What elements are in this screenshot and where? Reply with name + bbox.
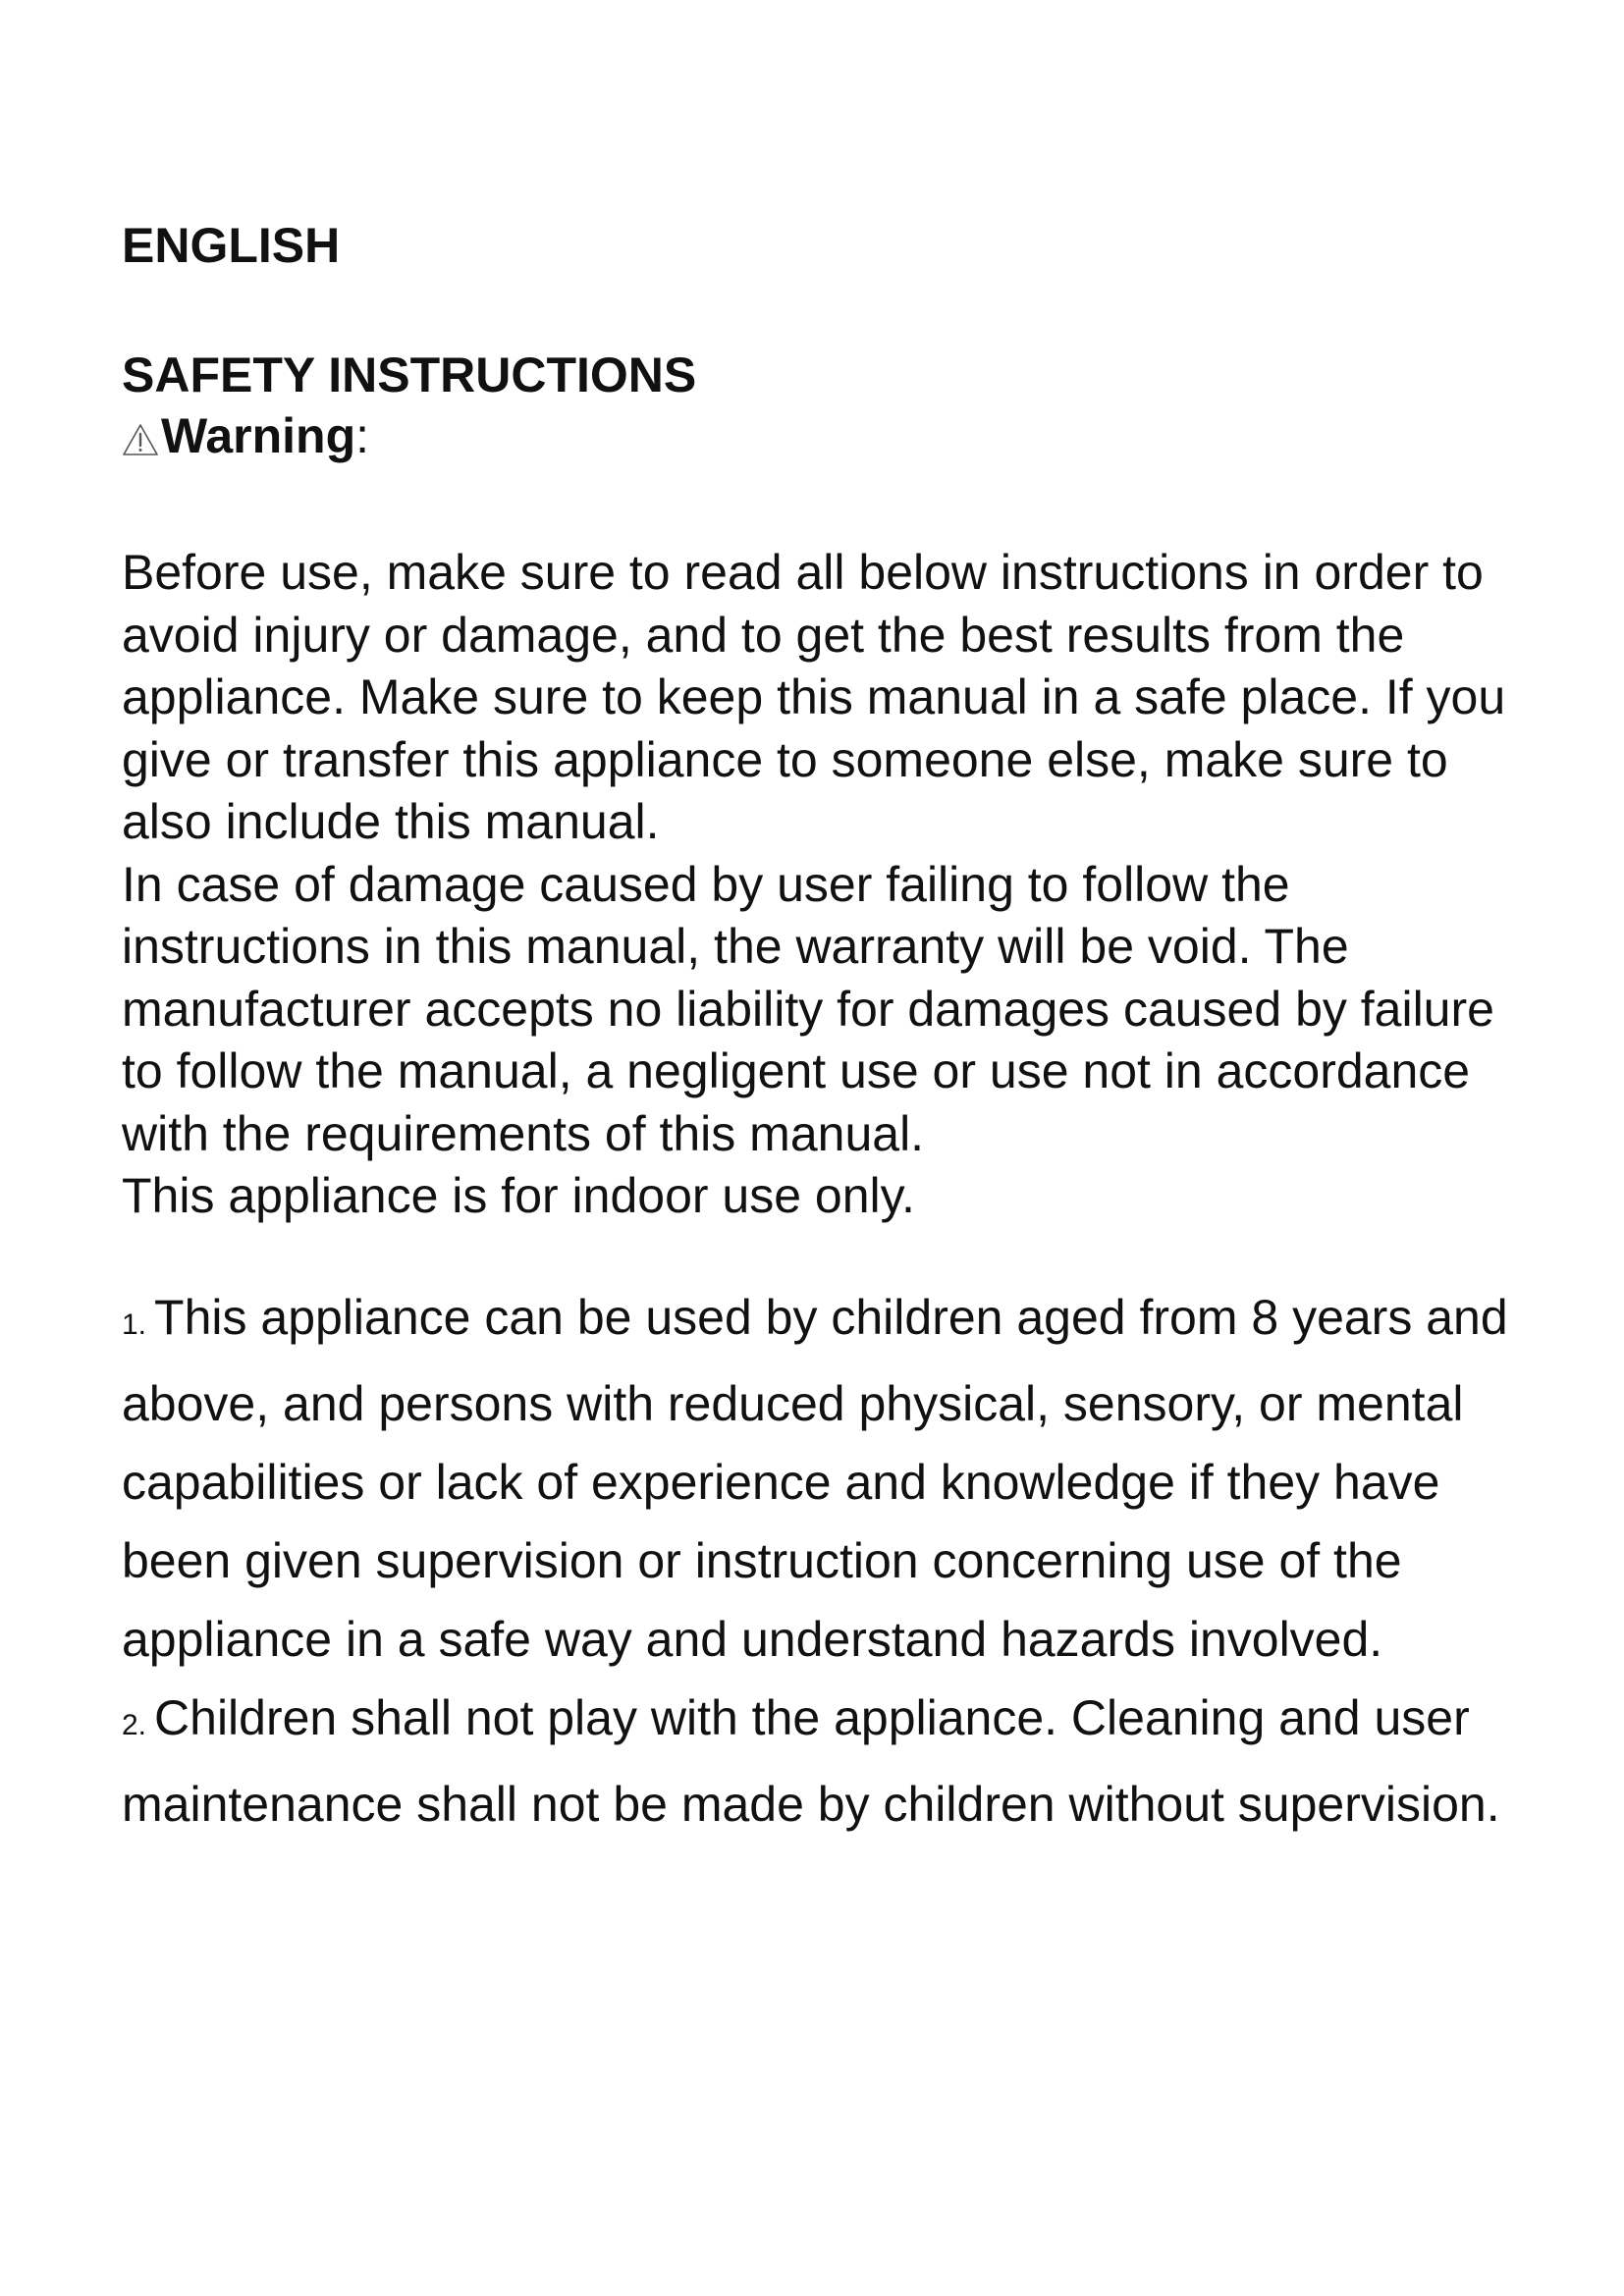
- item-text: Children shall not play with the appliance. Cleaning and user maintenance shall not be made by children without supervision.: [122, 1690, 1500, 1832]
- warning-triangle-icon: [122, 412, 159, 446]
- item-text: This appliance can be used by children aged from 8 years and above, and persons with reduced physical, sensory, or mental capabilities or lack of experience and knowledge if they have been given supervision or instruction concerning use of the appliance in a safe way and understand hazards involved.: [122, 1290, 1508, 1667]
- intro-paragraph-warranty: In case of damage caused by user failing to follow the instructions in this manual, the warranty will be void. The manufacturer accepts no liability for damages caused by failure to follow the manual, a negligent use or use not in accordance with the requirements of this manual.: [122, 856, 1494, 1161]
- warning-heading: [122, 408, 369, 463]
- safety-instruction-list: [122, 1278, 1516, 1843]
- item-number: 1.: [122, 1308, 147, 1341]
- warning-colon: :: [355, 408, 370, 463]
- section-title: SAFETY INSTRUCTIONS: [122, 347, 697, 402]
- list-item: [122, 1278, 1516, 1679]
- intro-paragraph-indoor-use: This appliance is for indoor use only.: [122, 1168, 915, 1223]
- language-heading: ENGLISH: [122, 218, 341, 273]
- list-item: [122, 1679, 1516, 1843]
- intro-paragraph-read-before-use: Before use, make sure to read all below instructions in order to avoid injury or damage, and to get the best results from the appliance. Make sure to keep this manual in a safe place. If you give or transfer this appliance to someone else, make sure to also include this manual.: [122, 545, 1506, 849]
- intro-text: [122, 542, 1516, 1228]
- warning-label: Warning: [161, 408, 356, 463]
- item-number: 2.: [122, 1709, 147, 1741]
